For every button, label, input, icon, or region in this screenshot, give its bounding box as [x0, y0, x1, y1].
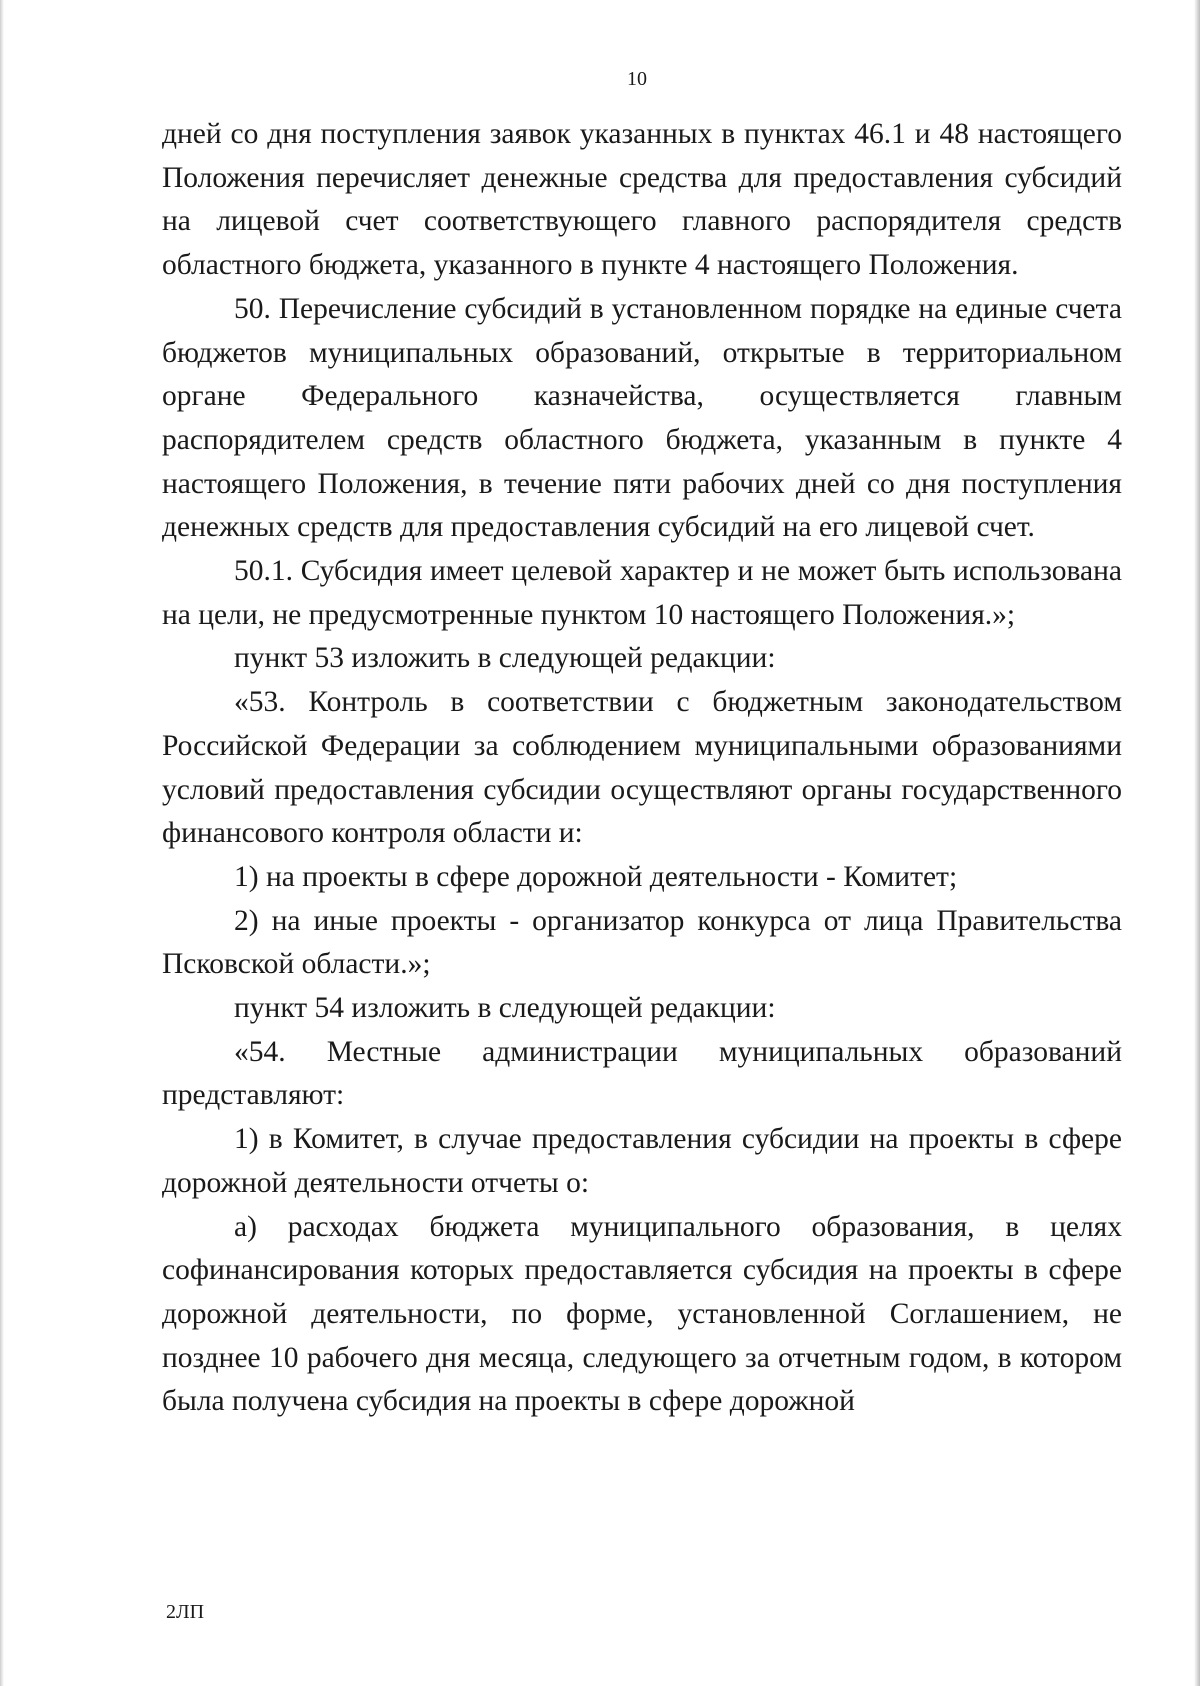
- page-number-text: 10: [627, 68, 647, 90]
- paragraph-item-54: «54. Местные администрации муниципальных образований представляют:: [162, 1035, 1122, 1112]
- paragraph-instruction-53: пункт 53 изложить в следующей редакции:: [234, 642, 776, 675]
- paragraph-item-54-1-a: а) расходах бюджета муниципального образования, в целях софинансирования которых предоставляется субсидия на проекты в сфере дорожной деятельности, по форме, установленной Соглашением, не позднее 10 рабочего дня месяца, следующего за отчетным годом, в котором была получена субсидия на проекты в сфере дорожной: [162, 1210, 1122, 1418]
- scan-edge-left: [0, 0, 4, 1686]
- paragraph-item-53: «53. Контроль в соответствии с бюджетным законодательством Российской Федерации за соблюдением муниципальными образованиями условий предоставления субсидии осуществляют органы государственного финансового контроля области и:: [162, 686, 1122, 850]
- paragraph-item-53-1: 1) на проекты в сфере дорожной деятельности - Комитет;: [234, 860, 958, 893]
- scan-edge-right: [1194, 0, 1200, 1686]
- footer-document-code: 2ЛП: [166, 1601, 205, 1623]
- paragraph-item-50-1: 50.1. Субсидия имеет целевой характер и не может быть использована на цели, не предусмотренные пунктом 10 настоящего Положения.»;: [162, 555, 1122, 631]
- paragraph-item-53-2: 2) на иные проекты - организатор конкурса от лица Правительства Псковской области.»;: [162, 904, 1122, 981]
- paragraph-continuation: дней со дня поступления заявок указанных в пунктах 46.1 и 48 настоящего Положения перечисляет денежные средства для предоставления субсидий на лицевой счет соответствующего главного распорядителя средств областного бюджета, указанного в пункте 4 настоящего Положения.: [162, 118, 1122, 282]
- page-number: [0, 68, 1200, 91]
- paragraph-instruction-54: пункт 54 изложить в следующей редакции:: [234, 992, 776, 1025]
- paragraph-item-50: 50. Перечисление субсидий в установленном порядке на единые счета бюджетов муниципальных образований, открытые в территориальном органе Федерального казначейства, осуществляется главным распорядителем средств областного бюджета, указанным в пункте 4 настоящего Положения, в течение пяти рабочих дней со дня поступления денежных средств для предоставления субсидий на его лицевой счет.: [162, 292, 1122, 544]
- paragraph-item-54-1: 1) в Комитет, в случае предоставления субсидии на проекты в сфере дорожной деятельности отчеты о:: [162, 1123, 1122, 1199]
- document-body: [162, 113, 1122, 1424]
